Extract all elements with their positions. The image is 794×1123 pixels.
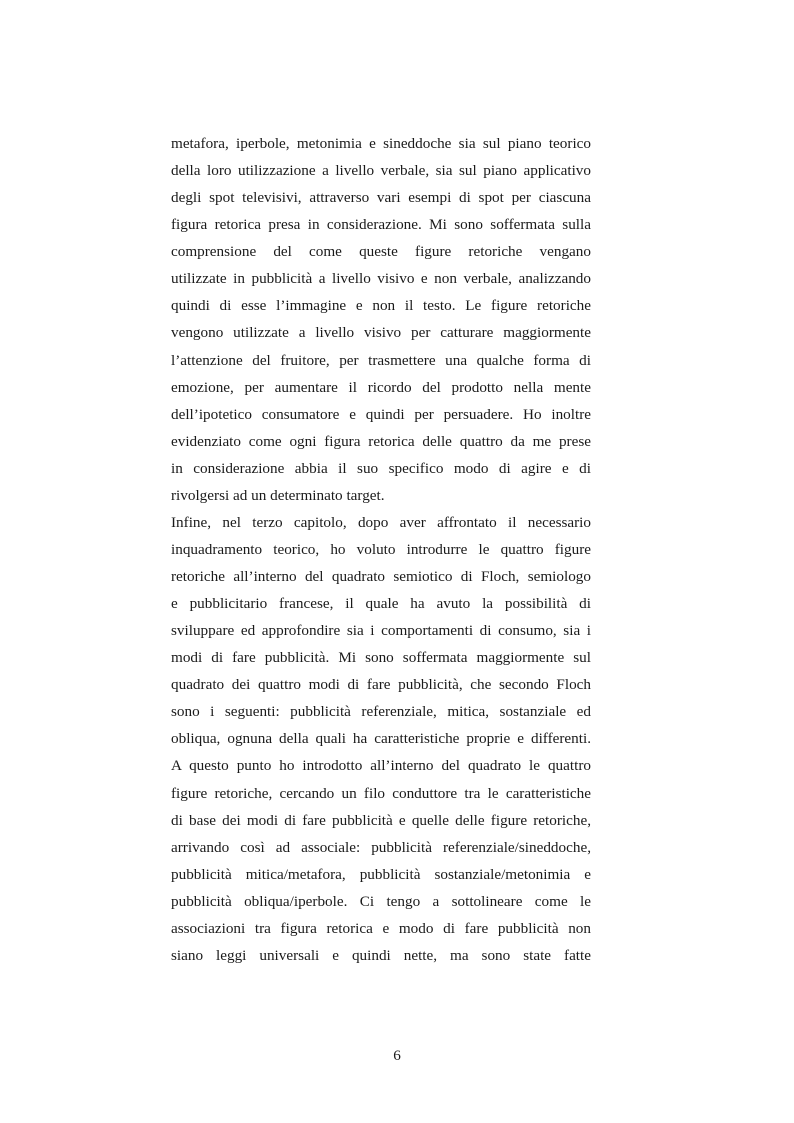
page-number: 6 <box>393 1047 401 1064</box>
text-line: l’attenzione del fruitore, per trasmettere una qualche forma di <box>171 351 591 369</box>
text-line: arrivando così ad associale: pubblicità referenziale/sineddoche, <box>171 838 591 856</box>
text-line: vengono utilizzate a livello visivo per catturare maggiormente <box>171 324 591 342</box>
text-line: pubblicità obliqua/iperbole. Ci tengo a sottolineare come le <box>171 892 591 910</box>
text-line: associazioni tra figura retorica e modo di fare pubblicità non <box>171 919 591 937</box>
text-line: modi di fare pubblicità. Mi sono soffermata maggiormente sul <box>171 649 591 667</box>
text-line: di base dei modi di fare pubblicità e quelle delle figure retoriche, <box>171 811 591 829</box>
text-line: pubblicità mitica/metafora, pubblicità sostanziale/metonimia e <box>171 865 591 883</box>
text-line: retoriche all’interno del quadrato semiotico di Floch, semiologo <box>171 568 591 585</box>
text-line: emozione, per aumentare il ricordo del prodotto nella mente <box>171 378 591 396</box>
text-line: A questo punto ho introdotto all’interno del quadrato le quattro <box>171 757 591 775</box>
text-line: evidenziato come ogni figura retorica delle quattro da me prese <box>171 432 591 450</box>
body-text <box>171 130 591 969</box>
text-line: degli spot televisivi, attraverso vari esempi di spot per ciascuna <box>171 189 591 207</box>
paragraph-end-line: rivolgersi ad un determinato target. <box>171 486 385 504</box>
text-line: utilizzate in pubblicità a livello visivo e non verbale, analizzando <box>171 270 591 288</box>
text-line: quadrato dei quattro modi di fare pubblicità, che secondo Floch <box>171 676 591 694</box>
text-line: comprensione del come queste figure retoriche vengano <box>171 243 591 261</box>
text-line: metafora, iperbole, metonimia e sineddoche sia sul piano teorico <box>171 135 591 152</box>
text-line: figure retoriche, cercando un filo conduttore tra le caratteristiche <box>171 784 591 802</box>
text-line: Infine, nel terzo capitolo, dopo aver affrontato il necessario <box>171 513 591 531</box>
text-line: sviluppare ed approfondire sia i comportamenti di consumo, sia i <box>171 622 591 640</box>
text-line: obliqua, ognuna della quali ha caratteristiche proprie e differenti. <box>171 730 591 748</box>
text-line: inquadramento teorico, ho voluto introdurre le quattro figure <box>171 540 591 558</box>
text-line: sono i seguenti: pubblicità referenziale, mitica, sostanziale ed <box>171 703 591 721</box>
text-line: e pubblicitario francese, il quale ha avuto la possibilità di <box>171 595 591 613</box>
text-line: siano leggi universali e quindi nette, ma sono state fatte <box>171 946 591 964</box>
text-line: della loro utilizzazione a livello verbale, sia sul piano applicativo <box>171 162 591 180</box>
text-line: quindi di esse l’immagine e non il testo. Le figure retoriche <box>171 297 591 315</box>
text-line: dell’ipotetico consumatore e quindi per persuadere. Ho inoltre <box>171 405 591 423</box>
text-line: in considerazione abbia il suo specifico modo di agire e di <box>171 459 591 477</box>
text-line: figura retorica presa in considerazione. Mi sono soffermata sulla <box>171 216 591 234</box>
